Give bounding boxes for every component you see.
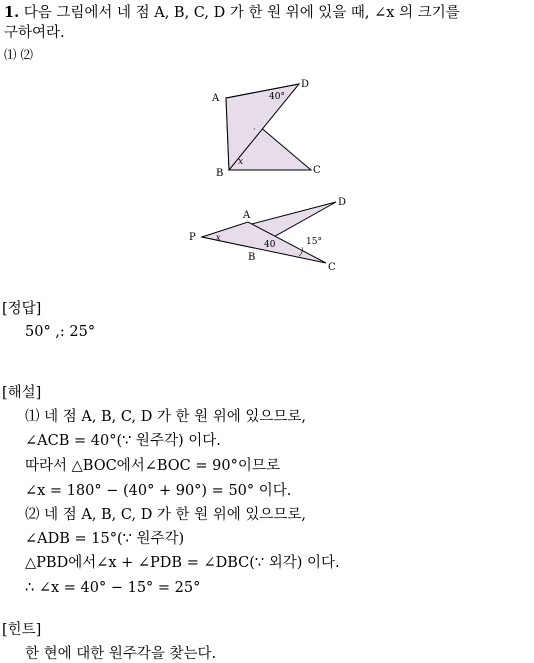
figure-1 <box>200 75 335 185</box>
fig2-label-a: A <box>243 210 251 221</box>
fig2-angle-40: 40 <box>264 240 276 250</box>
explanation-line: 따라서 △BOC에서∠BOC = 90°이므로 <box>25 458 280 474</box>
explanation-header: [해설] <box>2 385 42 401</box>
fig1-label-a: A <box>212 93 220 104</box>
hint-header: [힌트] <box>2 622 42 638</box>
fig2-label-b: B <box>248 252 256 263</box>
explanation-line: ∠x = 180° − (40° + 90°) = 50° 이다. <box>25 483 292 499</box>
explanation-line: ∴ ∠x = 40° − 15° = 25° <box>25 580 201 596</box>
question-parts: ⑴ ⑵ <box>4 47 33 62</box>
answer-header: [정답] <box>2 301 42 317</box>
explanation-line: △PBD에서∠x + ∠PDB = ∠DBC(∵ 외각) 이다. <box>25 555 340 571</box>
explanation-line: ⑴ 네 점 A, B, C, D 가 한 원 위에 있으므로, <box>25 409 307 425</box>
fig1-angle-40: 40° <box>269 92 285 102</box>
question-text-2: 구하여라. <box>4 25 65 41</box>
hint-text: 한 현에 대한 원주각을 찾는다. <box>25 646 217 662</box>
fig1-angle-x: x <box>238 157 244 167</box>
fig2-label-d: D <box>338 197 347 208</box>
question-line-1 <box>4 4 460 22</box>
explanation-line: ⑵ 네 점 A, B, C, D 가 한 원 위에 있으므로, <box>25 507 307 523</box>
fig1-center-dot: · <box>253 125 256 134</box>
figure-2 <box>185 190 350 275</box>
question-number: 1. <box>4 4 20 21</box>
fig2-label-p: P <box>189 232 196 243</box>
fig1-label-b: B <box>216 168 224 179</box>
explanation-line: ∠ADB = 15°(∵ 원주각) <box>25 531 185 547</box>
fig2-label-c: C <box>328 262 336 273</box>
fig1-label-c: C <box>313 165 321 176</box>
answer-text: 50° ,: 25° <box>25 324 96 340</box>
question-text-1: 다음 그림에서 네 점 A, B, C, D 가 한 원 위에 있을 때, ∠x 의 크기를 <box>23 5 460 21</box>
fig2-angle-15: 15° <box>306 237 322 247</box>
fig2-angle-x: x <box>216 233 221 242</box>
explanation-line: ∠ACB = 40°(∵ 원주각) 이다. <box>25 433 221 449</box>
fig1-label-d: D <box>301 79 310 90</box>
